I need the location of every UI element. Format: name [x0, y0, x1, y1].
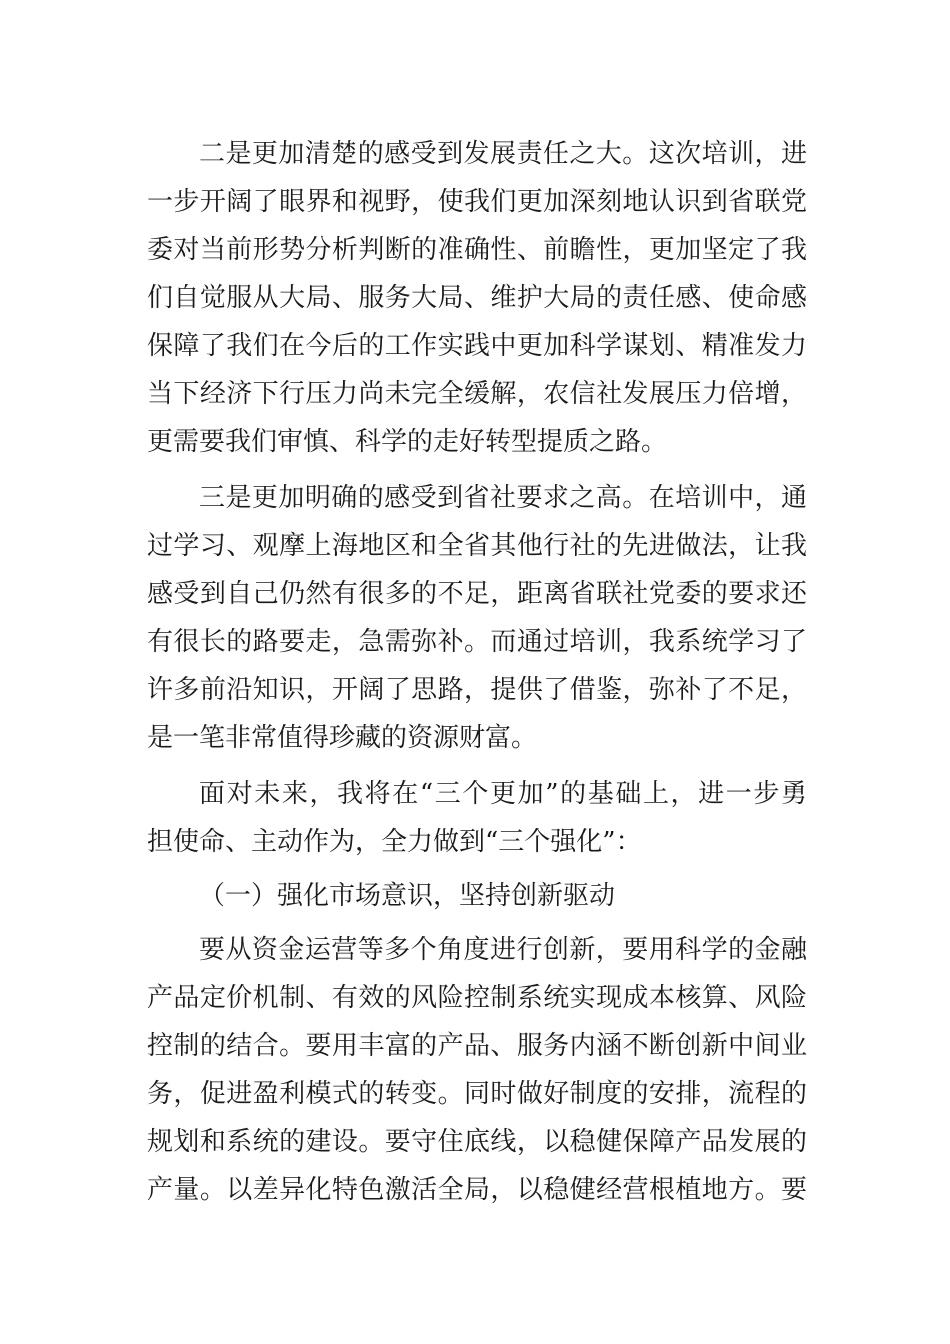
paragraph-5-line-4: 务，促进盈利模式的转变。同时做好制度的安排，流程的	[147, 1079, 807, 1109]
paragraph-2-line-6: 当下经济下行压力尚未完全缓解，农信社发展压力倍增，	[147, 379, 807, 409]
paragraph-3-line-6: 是一笔非常值得珍藏的资源财富。	[147, 723, 538, 753]
paragraph-3-line-3: 感受到自己仍然有很多的不足，距离省联社党委的要求还	[147, 579, 807, 609]
paragraph-2-line-7: 更需要我们审慎、科学的走好转型提质之路。	[147, 427, 668, 457]
paragraph-2-line-1: 二是更加清楚的感受到发展责任之大。这次培训，进	[199, 139, 807, 169]
paragraph-2-line-4: 们自觉服从大局、服务大局、维护大局的责任感、使命感	[147, 283, 807, 313]
paragraph-2-line-3: 委对当前形势分析判断的准确性、前瞻性，更加坚定了我	[147, 235, 807, 265]
section-heading-1: （一）强化市场意识，坚持创新驱动	[199, 881, 616, 911]
paragraph-3-line-5: 许多前沿知识，开阔了思路，提供了借鉴，弥补了不足，	[147, 675, 807, 705]
paragraph-5-line-5: 规划和系统的建设。要守住底线，以稳健保障产品发展的	[147, 1127, 807, 1157]
paragraph-3-line-1: 三是更加明确的感受到省社要求之高。在培训中，通	[199, 483, 807, 513]
paragraph-5-line-3: 控制的结合。要用丰富的产品、服务内涵不断创新中间业	[147, 1031, 807, 1061]
paragraph-5-line-1: 要从资金运营等多个角度进行创新，要用科学的金融	[199, 935, 807, 965]
paragraph-3-line-2: 过学习、观摩上海地区和全省其他行社的先进做法，让我	[147, 531, 807, 561]
paragraph-2-line-2: 一步开阔了眼界和视野，使我们更加深刻地认识到省联党	[147, 187, 807, 217]
paragraph-2-line-5: 保障了我们在今后的工作实践中更加科学谋划、精准发力	[147, 331, 807, 361]
paragraph-4-line-1: 面对未来，我将在“三个更加”的基础上，进一步勇	[199, 779, 807, 809]
paragraph-5-line-6: 产量。以差异化特色激活全局，以稳健经营根植地方。要	[147, 1175, 807, 1205]
paragraph-3-line-4: 有很长的路要走，急需弥补。而通过培训，我系统学习了	[147, 627, 807, 657]
paragraph-5-line-2: 产品定价机制、有效的风险控制系统实现成本核算、风险	[147, 983, 807, 1013]
paragraph-4-line-2: 担使命、主动作为，全力做到“三个强化”：	[147, 827, 642, 857]
